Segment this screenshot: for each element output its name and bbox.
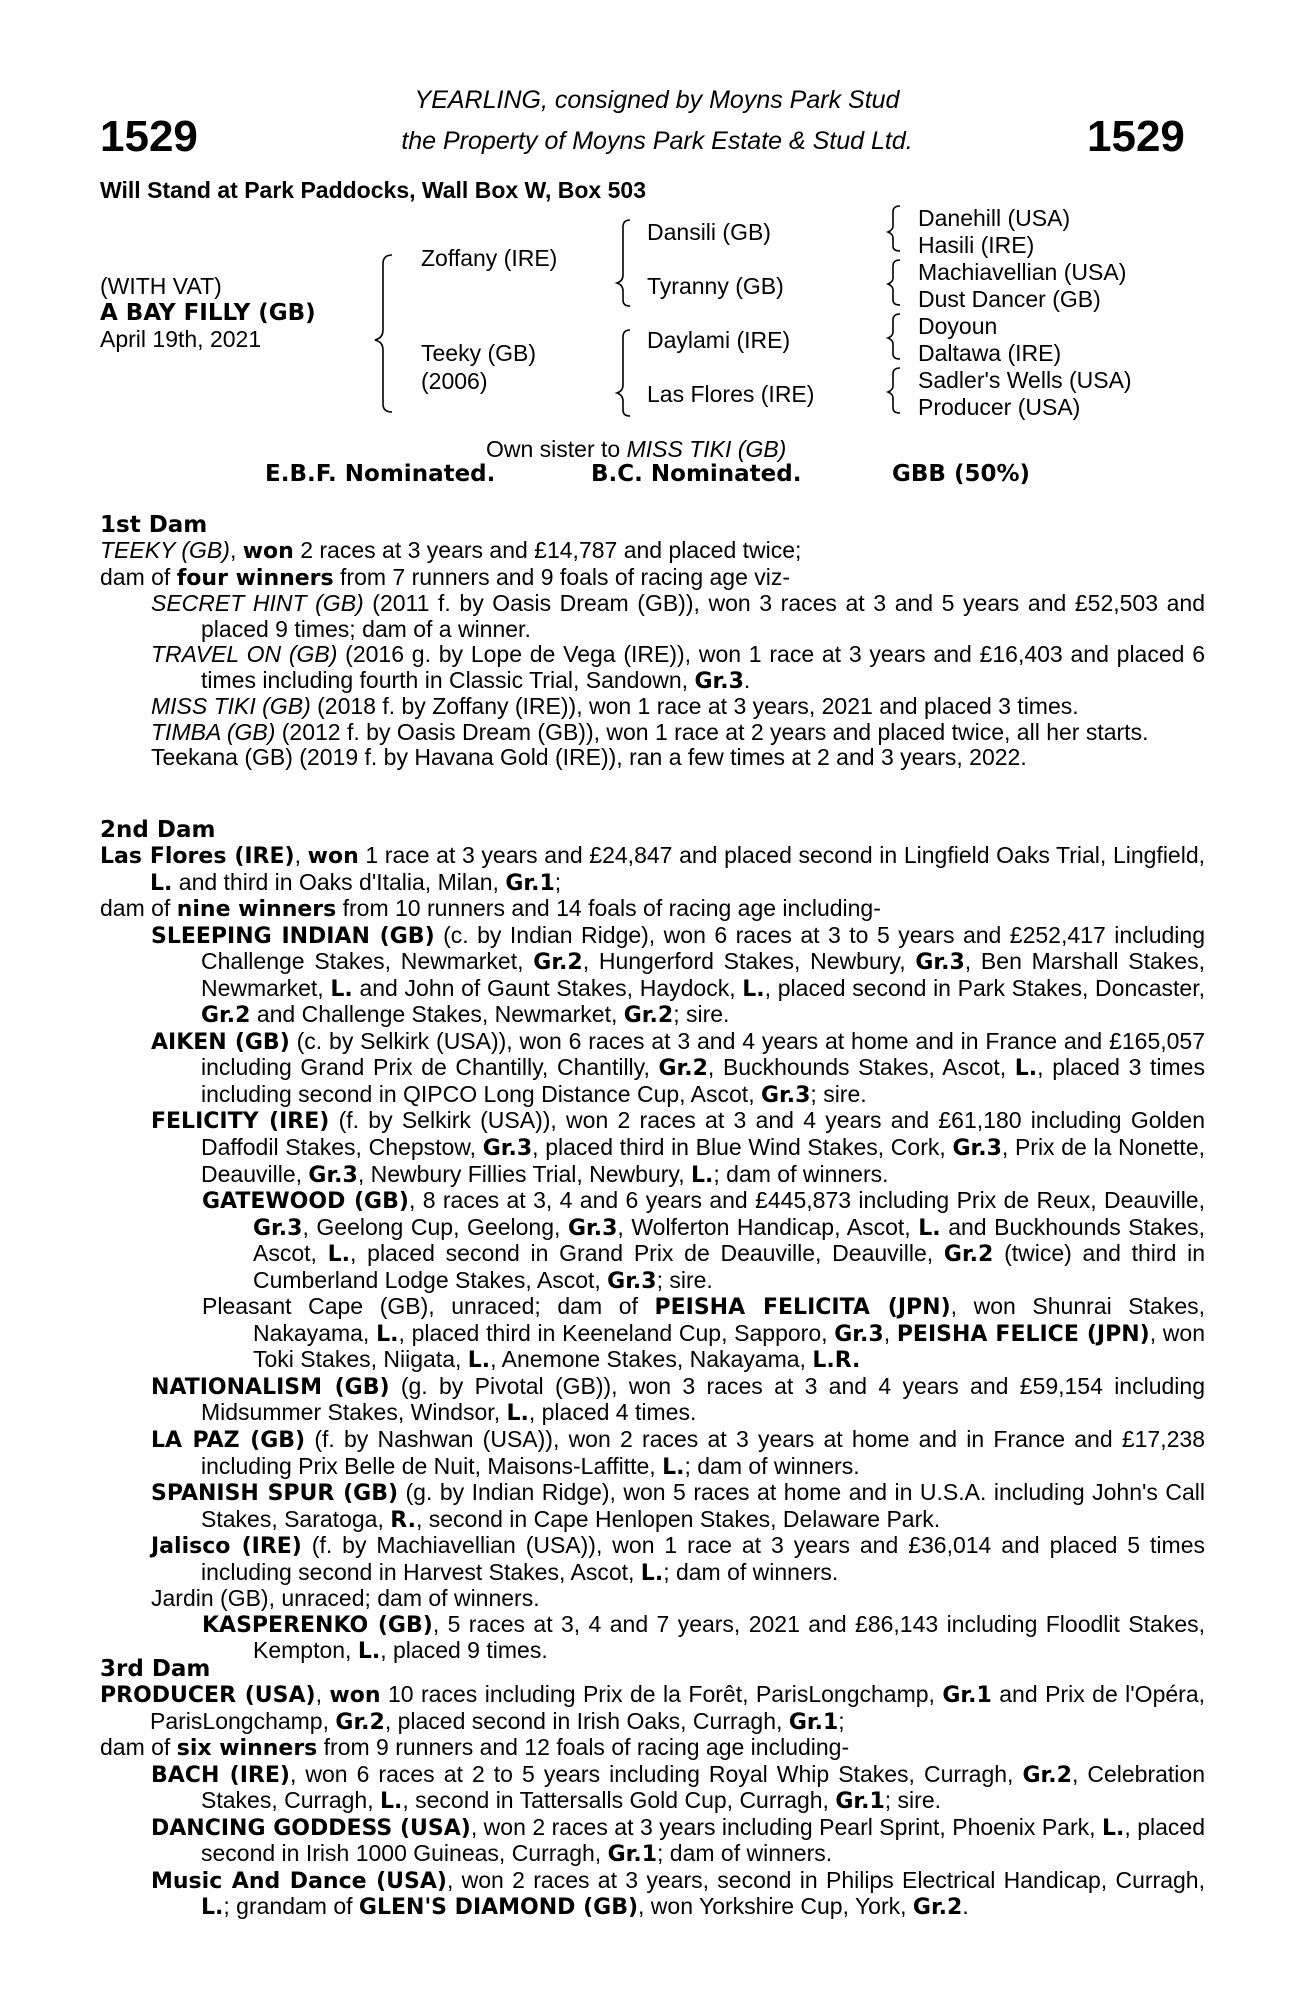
granddam-maternal: Las Flores (IRE) [647, 381, 815, 407]
ggparent-4: Dust Dancer (GB) [918, 286, 1101, 312]
horse-dob: April 19th, 2021 [100, 326, 262, 352]
horse-name: A BAY FILLY (GB) [100, 300, 316, 326]
second-dam-section [100, 817, 1205, 1665]
list-item: BACH (IRE), won 6 races at 2 to 5 years including Royal Whip Stakes, Curragh, Gr.2, Celebration Stakes, Curragh, L., second in Tattersalls Gold Cup, Curragh, Gr.1; sire. [151, 1760, 1205, 1815]
first-dam-produce: dam of four winners from 7 runners and 9 foals of racing age viz- [100, 563, 791, 591]
grandsire-maternal: Daylami (IRE) [647, 327, 791, 353]
list-item: Pleasant Cape (GB), unraced; dam of PEISHA FELICITA (JPN), won Shunrai Stakes, Nakayama, L., placed third in Keeneland Cup, Sapporo, Gr.3, PEISHA FELICE (JPN), won Toki Stakes, Niigata, L., Anemone Stakes, Nakayama, L.R. [202, 1293, 1206, 1374]
second-dam-produce: dam of nine winners from 10 runners and 14 foals of racing age including- [100, 895, 881, 923]
grandsire-paternal: Dansili (GB) [647, 219, 771, 245]
ggparent-5: Doyoun [918, 313, 998, 339]
list-item: SPANISH SPUR (GB) (g. by Indian Ridge), won 5 races at home and in U.S.A. including John's Call Stakes, Saratoga, R., second in Cape Henlopen Stakes, Delaware Park. [151, 1479, 1206, 1533]
first-dam-section [100, 512, 1205, 771]
second-dam-heading: 2nd Dam [100, 817, 216, 843]
dam-name: Teeky (GB) [421, 340, 537, 366]
ebf-nominated: E.B.F. Nominated. [265, 461, 496, 487]
third-dam-summary: PRODUCER (USA), won 10 races including Prix de la Forêt, ParisLongchamp, Gr.1 and Prix de l'Opéra, ParisLongchamp, Gr.2, placed second in Irish Oaks, Curragh, Gr.1; [100, 1681, 1206, 1735]
list-item: Teekana (GB) (2019 f. by Havana Gold (IRE)), ran a few times at 2 and 3 years, 2022. [151, 744, 1027, 771]
property-line: the Property of Moyns Park Estate & Stud Ltd. [401, 127, 913, 155]
vat-note: (WITH VAT) [100, 273, 222, 299]
list-item: GATEWOOD (GB), 8 races at 3, 4 and 6 years and £445,873 including Prix de Reux, Deauville, Gr.3, Geelong Cup, Geelong, Gr.3, Wolferton Handicap, Ascot, L. and Buckhounds Stakes, Ascot, L., placed second in Grand Prix de Deauville, Deauville, Gr.2 (twice) and third in Cumberland Lodge Stakes, Ascot, Gr.3; sire. [202, 1187, 1206, 1294]
list-item: Music And Dance (USA), won 2 races at 3 years, second in Philips Electrical Handicap, Curragh, L.; grandam of GLEN'S DIAMOND (GB), won Yorkshire Cup, York, Gr.2. [151, 1866, 1205, 1921]
list-item: NATIONALISM (GB) (g. by Pivotal (GB)), won 3 races at 3 and 4 years and £59,154 including Midsummer Stakes, Windsor, L., placed 4 times. [151, 1372, 1205, 1427]
consignor-line: YEARLING, consigned by Moyns Park Stud [414, 86, 900, 114]
third-dam-section [100, 1656, 1205, 1921]
list-item: DANCING GODDESS (USA), won 2 races at 3 years including Pearl Sprint, Phoenix Park, L., placed second in Irish 1000 Guineas, Curragh, Gr.1; dam of winners. [151, 1813, 1205, 1868]
ggparent-8: Producer (USA) [918, 394, 1081, 420]
ggparent-2: Hasili (IRE) [918, 232, 1035, 258]
ggparent-3: Machiavellian (USA) [918, 259, 1127, 285]
pedigree-braces [0, 0, 1314, 430]
ggparent-7: Sadler's Wells (USA) [918, 367, 1132, 393]
list-item: TRAVEL ON (GB) (2016 g. by Lope de Vega (IRE)), won 1 race at 3 years and £16,403 and placed 6 times including fourth in Classic Trial, Sandown, Gr.3. [151, 641, 1206, 694]
second-dam-summary: Las Flores (IRE), won 1 race at 3 years and £24,847 and placed second in Lingfield Oaks Trial, Lingfield, L. and third in Oaks d'Italia, Milan, Gr.1; [100, 842, 1206, 896]
bc-nominated: B.C. Nominated. [591, 461, 802, 487]
lot-number-right: 1529 [1087, 112, 1185, 161]
stand-location: Will Stand at Park Paddocks, Wall Box W, Box 503 [100, 177, 646, 203]
list-item: Jardin (GB), unraced; dam of winners. [151, 1585, 540, 1612]
list-item: KASPERENKO (GB), 5 races at 3, 4 and 7 years, 2021 and £86,143 including Floodlit Stakes, Kempton, L., placed 9 times. [202, 1610, 1205, 1665]
list-item: SECRET HINT (GB) (2011 f. by Oasis Dream (GB)), won 3 races at 3 and 5 years and £52,503 and placed 9 times; dam of a winner. [151, 590, 1205, 642]
ggparent-6: Daltawa (IRE) [918, 340, 1062, 366]
gbb-bonus: GBB (50%) [892, 461, 1031, 487]
list-item: FELICITY (IRE) (f. by Selkirk (USA)), won 2 races at 3 and 4 years and £61,180 including Golden Daffodil Stakes, Chepstow, Gr.3, placed third in Blue Wind Stakes, Cork, Gr.3, Prix de la Nonette, Deauville, Gr.3, Newbury Fillies Trial, Newbury, L.; dam of winners. [151, 1107, 1206, 1188]
third-dam-heading: 3rd Dam [100, 1656, 211, 1682]
first-dam-summary: TEEKY (GB), won 2 races at 3 years and £14,787 and placed twice; [100, 537, 802, 564]
list-item: MISS TIKI (GB) (2018 f. by Zoffany (IRE)), won 1 race at 3 years, 2021 and placed 3 times. [151, 693, 1079, 720]
lot-number-left: 1529 [100, 112, 198, 161]
ggparent-1: Danehill (USA) [918, 205, 1071, 231]
own-sister-note: Own sister to MISS TIKI (GB) [486, 436, 787, 462]
dam-year: (2006) [421, 368, 488, 394]
list-item: LA PAZ (GB) (f. by Nashwan (USA)), won 2 races at 3 years at home and in France and £17,238 including Prix Belle de Nuit, Maisons-Laffitte, L.; dam of winners. [151, 1426, 1205, 1480]
granddam-paternal: Tyranny (GB) [647, 273, 784, 299]
sire-name: Zoffany (IRE) [421, 245, 558, 271]
list-item: SLEEPING INDIAN (GB) (c. by Indian Ridge), won 6 races at 3 to 5 years and £252,417 including Challenge Stakes, Newmarket, Gr.2, Hungerford Stakes, Newbury, Gr.3, Ben Marshall Stakes, Newmarket, L. and John of Gaunt Stakes, Haydock, L., placed second in Park Stakes, Doncaster, Gr.2 and Challenge Stakes, Newmarket, Gr.2; sire. [151, 921, 1205, 1029]
first-dam-heading: 1st Dam [100, 512, 208, 538]
list-item: Jalisco (IRE) (f. by Machiavellian (USA)), won 1 race at 3 years and £36,014 and placed 5 times including second in Harvest Stakes, Ascot, L.; dam of winners. [151, 1532, 1205, 1586]
list-item: AIKEN (GB) (c. by Selkirk (USA)), won 6 races at 3 and 4 years at home and in France and £165,057 including Grand Prix de Chantilly, Chantilly, Gr.2, Buckhounds Stakes, Ascot, L., placed 3 times including second in QIPCO Long Distance Cup, Ascot, Gr.3; sire. [151, 1027, 1205, 1108]
list-item: TIMBA (GB) (2012 f. by Oasis Dream (GB)), won 1 race at 2 years and placed twice, all her starts. [151, 718, 1149, 745]
third-dam-produce: dam of six winners from 9 runners and 12 foals of racing age including- [100, 1734, 850, 1762]
